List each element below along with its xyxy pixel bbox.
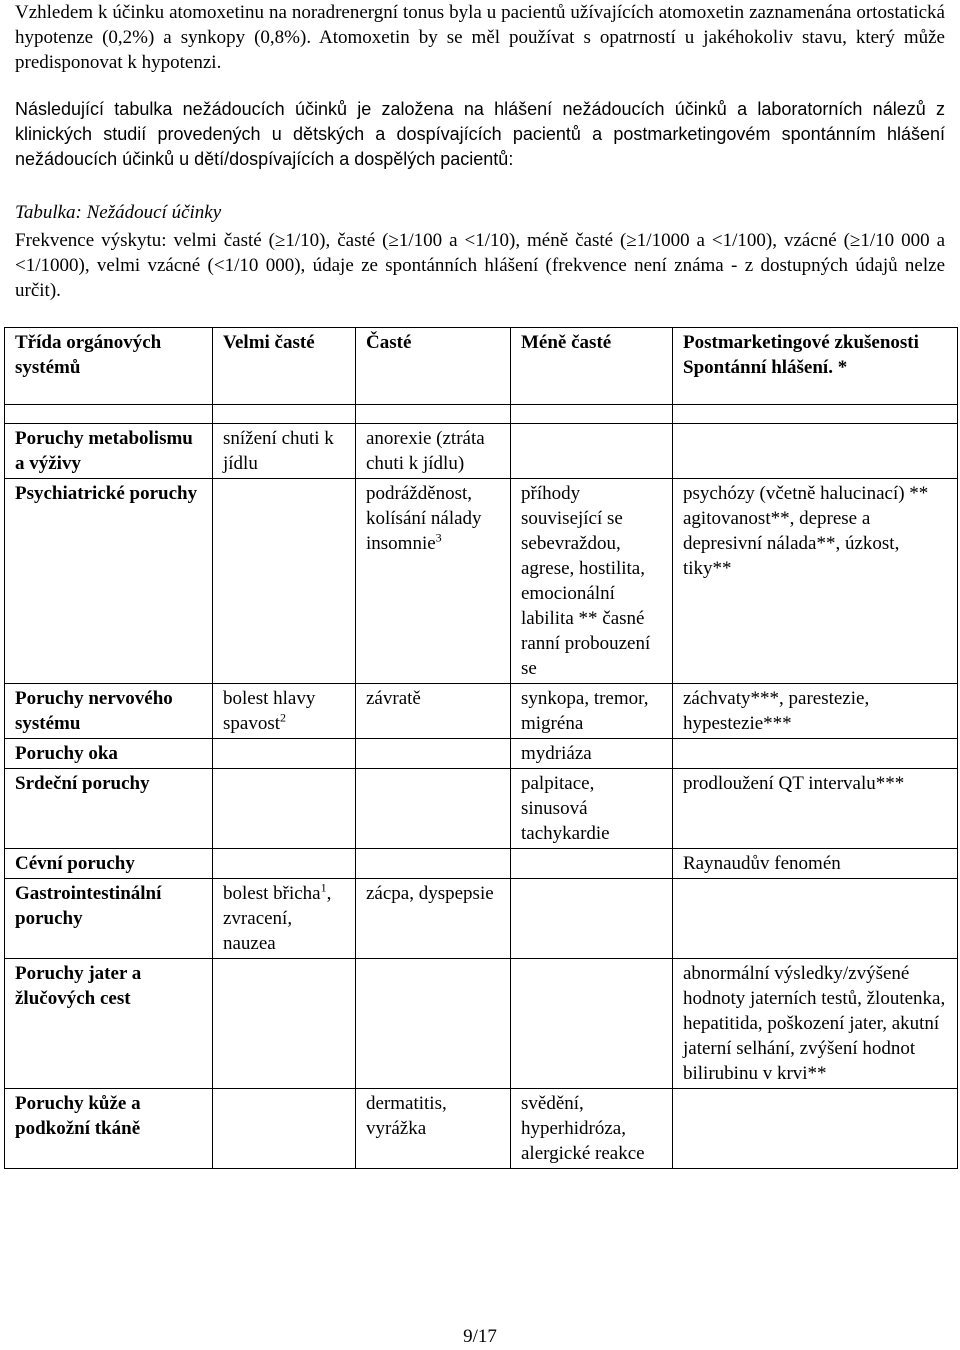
header-class: Třída orgánových systémů [5,328,213,405]
table-cell-very-common [213,739,356,769]
footnote-marker: 2 [280,710,286,725]
table-cell-common [356,849,511,879]
table-spacer-row [5,405,958,424]
table-cell-class [5,479,213,684]
table-cell-very-common [213,849,356,879]
intro-paragraph-hypotension: Vzhledem k účinku atomoxetinu na noradrenergní tonus byla u pacientů užívajících atomoxetin zaznamenána ortostatická hypotenze (0,2%) a synkopy (0,8%). Atomoxetin by se měl používat s opatrností u jakéhokoliv stavu, který může predisponovat k hypotenzi. [15,2,945,73]
cell-text: synkopa, tremor, migréna [521,688,649,734]
table-row [5,879,958,959]
cell-text: bolest hlavy spavost [223,688,316,734]
table-cell-uncommon [511,684,673,739]
table-cell-class [5,684,213,739]
table-cell-common [356,959,511,1089]
table-row [5,684,958,739]
table-cell-very-common [213,479,356,684]
cell-text: Srdeční poruchy [15,773,150,794]
table-cell-very-common [213,959,356,1089]
table-cell-common [356,739,511,769]
table-cell-uncommon [511,1089,673,1169]
cell-text: Raynaudův fenomén [683,853,841,874]
cell-text: prodloužení QT intervalu*** [683,773,905,794]
table-cell-uncommon [511,879,673,959]
table-cell-common [356,879,511,959]
cell-text: Cévní poruchy [15,853,135,874]
table-cell-class [5,1089,213,1169]
table-cell-very-common [213,879,356,959]
table-cell-very-common [213,769,356,849]
header-common: Časté [356,328,511,405]
cell-text: psychózy (včetně halucinací) ** agitovanost**, deprese a depresivní nálada**, úzkost, tiky** [683,483,929,579]
cell-text: záchvaty***, parestezie, hypestezie*** [683,688,870,734]
header-uncommon: Méně časté [511,328,673,405]
adverse-effects-table [4,327,958,1169]
cell-text: zácpa, dyspepsie [366,883,494,904]
table-cell-post [673,879,958,959]
cell-text: Poruchy metabolismu a výživy [15,428,193,474]
table-cell-class [5,739,213,769]
table-cell-common [356,424,511,479]
cell-text: mydriáza [521,743,592,764]
cell-text-tail: , zvracení, nauzea [223,883,332,954]
frequency-definition: Frekvence výskytu: velmi časté (≥1/10), časté (≥1/100 a <1/10), méně časté (≥1/1000 a <1/100), vzácné (≥1/10 000 a <1/1000), velmi vzácné (<1/10 000), údaje ze spontánních hlášení (frekvence není známa - z dostupných údajů nelze určit). [15,230,945,301]
table-cell-uncommon [511,769,673,849]
table-row [5,424,958,479]
table-cell-uncommon [511,849,673,879]
cell-text: svědění, hyperhidróza, alergické reakce [521,1093,645,1164]
table-header-row [5,328,958,405]
table-cell-common [356,1089,511,1169]
page-number: 9/17 [463,1326,497,1347]
cell-text: Gastrointestinální poruchy [15,883,162,929]
cell-text: závratě [366,688,421,709]
table-cell-very-common [213,424,356,479]
cell-text: palpitace, sinusová tachykardie [521,773,610,844]
cell-text: Poruchy oka [15,743,118,764]
footnote-marker: 1 [320,880,327,895]
cell-text: bolest břicha [223,883,321,904]
table-cell-class [5,769,213,849]
cell-text: snížení chuti k jídlu [223,428,334,474]
table-cell-post [673,1089,958,1169]
cell-text: Poruchy jater a žlučových cest [15,963,142,1009]
table-cell-class [5,849,213,879]
table-cell-uncommon [511,959,673,1089]
table-caption: Tabulka: Nežádoucí účinky [15,202,222,223]
table-cell-post [673,739,958,769]
table-cell-post [673,479,958,684]
table-cell-common [356,769,511,849]
table-cell-class [5,879,213,959]
table-cell-common [356,479,511,684]
table-cell-uncommon [511,739,673,769]
table-cell-post [673,769,958,849]
cell-text: Poruchy nervového systému [15,688,173,734]
table-row [5,1089,958,1169]
intro-paragraph-table-basis: Následující tabulka nežádoucích účinků je založena na hlášení nežádoucích účinků a laboratorních nálezů z klinických studií provedených u dětských a dospívajících pacientů a postmarketingovém spontánním hlášení nežádoucích účinků u dětí/dospívajících a dospělých pacientů: [15,99,945,169]
table-row [5,739,958,769]
table-cell-class [5,959,213,1089]
cell-text: abnormální výsledky/zvýšené hodnoty jaterních testů, žloutenka, hepatitida, poškození jater, akutní jaterní selhání, zvýšení hodnot bilirubinu v krvi** [683,963,946,1084]
table-cell-class [5,424,213,479]
table-cell-uncommon [511,424,673,479]
table-cell-very-common [213,1089,356,1169]
header-postmarketing: Postmarketingové zkušenosti Spontánní hlášení. * [673,328,958,405]
cell-text: příhody související se sebevraždou, agrese, hostilita, emocionální labilita ** časné ranní probouzení se [521,483,651,679]
header-very-common: Velmi časté [213,328,356,405]
cell-text: anorexie (ztráta chuti k jídlu) [366,428,485,474]
table-cell-post [673,959,958,1089]
table-cell-very-common [213,684,356,739]
table-row [5,959,958,1089]
table-cell-uncommon [511,479,673,684]
table-cell-post [673,424,958,479]
cell-text: podrážděnost, kolísání nálady insomnie [366,483,482,554]
table-row [5,479,958,684]
table-cell-common [356,684,511,739]
table-body [5,424,958,1169]
cell-text: Psychiatrické poruchy [15,483,198,504]
table-row [5,849,958,879]
table-cell-post [673,849,958,879]
cell-text: Poruchy kůže a podkožní tkáně [15,1093,141,1139]
cell-text: dermatitis, vyrážka [366,1093,447,1139]
footnote-marker: 3 [435,530,442,545]
table-cell-post [673,684,958,739]
table-row [5,769,958,849]
